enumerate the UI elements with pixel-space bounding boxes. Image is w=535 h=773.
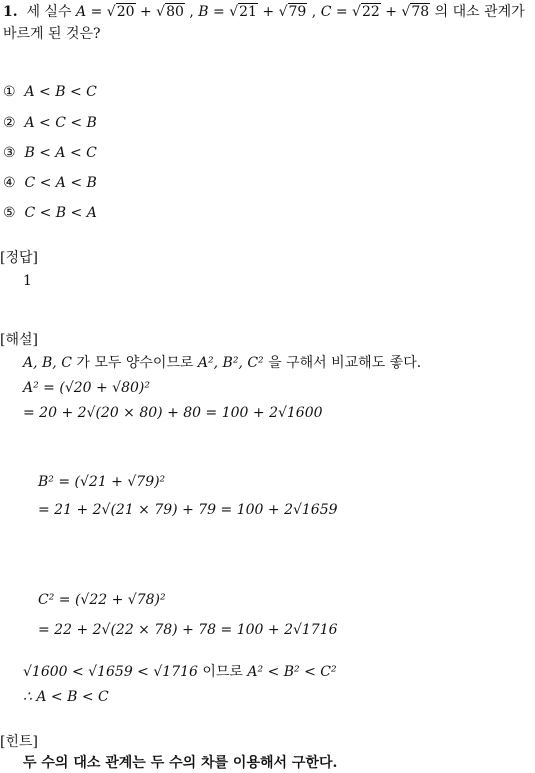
choice-mark: ④	[3, 175, 16, 191]
b-result: = 21 + 2√(21 × 79) + 79 = 100 + 2√1659	[38, 502, 338, 518]
explanation-intro	[23, 353, 421, 373]
choice-text: C < B < A	[24, 205, 97, 221]
question-number: 1.	[3, 4, 18, 20]
question-prefix: 세 실수	[26, 4, 72, 20]
question-line-1: 1. 세 실수 A = √20 + √80 , B = √21 + √79 , C = √22 + √78 의 대소 관계가	[3, 4, 525, 20]
def-C: C = √22 + √78	[320, 4, 430, 20]
a-result: = 20 + 2√(20 × 80) + 80 = 100 + 2√1600	[23, 405, 323, 421]
comparison-suffix: 이므로	[202, 664, 243, 680]
choice-3[interactable]	[3, 143, 97, 163]
conclusion: ∴ A < B < C	[23, 689, 109, 705]
question-suffix: 의 대소 관계가	[434, 4, 525, 20]
choice-text: A < B < C	[24, 84, 97, 100]
intro-text: 가 모두 양수이므로	[76, 355, 194, 371]
question-line-2: 바르게 된 것은?	[3, 26, 101, 42]
comparison-line	[23, 662, 337, 682]
hint-text: 두 수의 대소 관계는 두 수의 차를 이용해서 구한다.	[23, 755, 338, 771]
answer-label: [정답]	[0, 250, 38, 266]
def-A: A = √20 + √80	[76, 4, 184, 20]
choice-mark: ①	[3, 84, 16, 100]
def-B: B = √21 + √79	[198, 4, 307, 20]
choice-mark: ②	[3, 115, 16, 131]
choice-1[interactable]	[3, 82, 97, 102]
a-squared: A² = (√20 + √80)²	[23, 380, 150, 396]
choice-5[interactable]	[3, 203, 97, 223]
comparison-result: A² < B² < C²	[247, 664, 337, 680]
choice-text: B < A < C	[24, 145, 97, 161]
intro-vars: A, B, C	[23, 355, 72, 371]
explanation-label: [해설]	[0, 332, 38, 348]
choice-mark: ⑤	[3, 205, 16, 221]
intro-end: 을 구해서 비교해도 좋다.	[268, 355, 422, 371]
intro-squares: A², B², C²	[197, 355, 264, 371]
choice-mark: ③	[3, 145, 16, 161]
answer-value: 1	[23, 273, 32, 289]
choice-2[interactable]	[3, 113, 97, 133]
choice-4[interactable]	[3, 173, 97, 193]
hint-label: [힌트]	[0, 734, 38, 750]
b-squared: B² = (√21 + √79)²	[38, 474, 166, 490]
c-result: = 22 + 2√(22 × 78) + 78 = 100 + 2√1716	[38, 622, 338, 638]
choice-text: A < C < B	[24, 115, 97, 131]
c-squared: C² = (√22 + √78)²	[38, 592, 166, 608]
choice-text: C < A < B	[24, 175, 97, 191]
comparison: √1600 < √1659 < √1716	[23, 664, 198, 680]
